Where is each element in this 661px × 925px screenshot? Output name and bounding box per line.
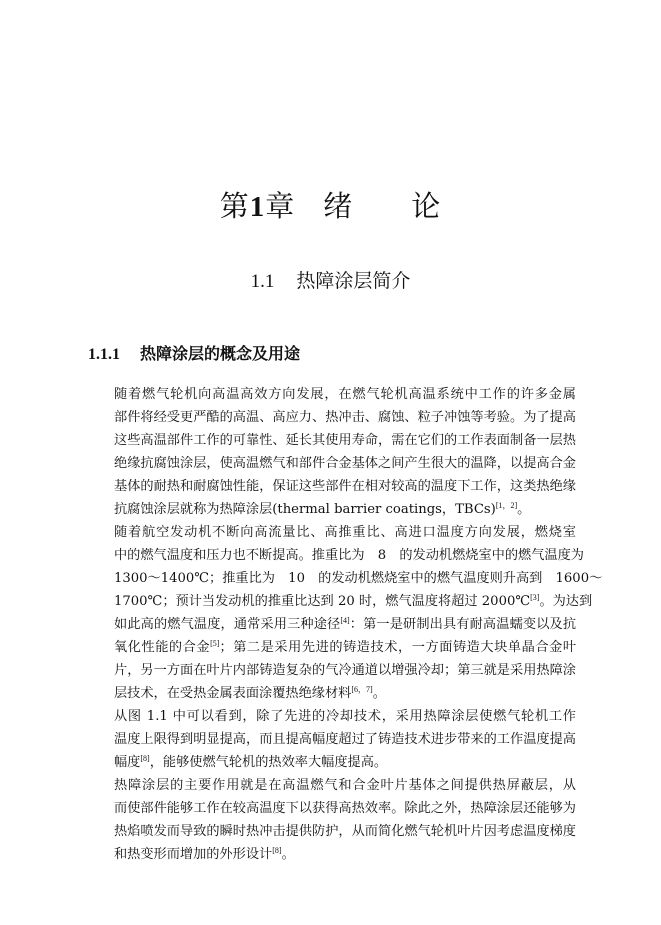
text-segment: 。: [281, 847, 295, 862]
text-line: 这些高温部件工作的可靠性、延长其使用寿命，需在它们的工作表面制备一层热: [114, 433, 576, 448]
chapter-title-first: 绪: [323, 189, 354, 223]
text-segment: ；第二是采用先进的铸造技术，一方面铸造大块单晶合金叶: [219, 640, 577, 655]
text-segment: 层技术，在受热金属表面涂覆热绝缘材料: [114, 686, 352, 701]
section-title: 热障涂层简介: [296, 270, 411, 292]
text-line: 温度上限得到明显提高，而且提高幅度超过了铸造技术进步带来的工作温度提高: [114, 732, 576, 747]
subsection-number: 1.1.1: [88, 346, 120, 363]
text-line: 1300～1400℃；推重比为 10 的发动机燃烧室中的燃气温度则升高到 1600～: [114, 571, 603, 586]
text-line: 基体的耐热和耐腐蚀性能，保证这些部件在相对较高的温度下工作，这类热绝缘: [114, 479, 576, 494]
chapter-prefix: 第: [219, 189, 250, 223]
text-line: [88, 751, 576, 774]
text-line: 部件将经受更严酷的高温、高应力、热冲击、腐蚀、粒子冲蚀等考验。为了提高: [114, 410, 576, 425]
text-segment: ：第一是研制出具有耐高温蠕变以及抗: [349, 617, 577, 632]
paragraph-4: [88, 774, 576, 866]
text-line: 从图 1.1 中可以看到，除了先进的冷却技术，采用热障涂层使燃气轮机工作: [114, 709, 576, 724]
text-segment: 如此高的燃气温度，通常采用三种途径: [114, 617, 341, 632]
subsection-heading: [88, 341, 300, 364]
chapter-suffix: 章: [265, 189, 296, 223]
text-line: 中的燃气温度和压力也不断提高。推重比为 8 的发动机燃烧室中的燃气温度为: [114, 548, 584, 563]
section-number: 1.1: [250, 271, 275, 292]
chapter-number: 1: [249, 191, 266, 223]
text-segment: 和热变形而增加的外形设计: [114, 847, 273, 862]
text-line: [88, 498, 576, 521]
text-segment: 。: [517, 502, 531, 517]
text-line: [88, 682, 576, 705]
text-line: 而使部件能够工作在较高温度下以获得高热效率。除此之外，热障涂层还能够为: [114, 801, 576, 816]
citation-ref: [5]: [210, 639, 220, 648]
text-segment: 1700℃；预计当发动机的推重比达到 20 时，燃气温度将超过 2000℃: [114, 594, 531, 609]
citation-ref: [6，7]: [351, 685, 373, 694]
citation-ref: [8]: [272, 846, 282, 855]
text-segment: 。为达到: [539, 594, 593, 609]
text-line: 片，另一方面在叶片内部铸造复杂的气冷通道以增强冷却；第三就是采用热障涂: [114, 663, 576, 678]
paragraph-2: [88, 521, 603, 705]
section-heading: [0, 266, 661, 293]
text-line: 热障涂层的主要作用就是在高温燃气和合金叶片基体之间提供热屏蔽层，从: [114, 778, 576, 793]
text-line: [88, 613, 576, 636]
paragraph-1: [88, 383, 576, 521]
body-text: [88, 383, 603, 866]
text-segment: 抗腐蚀涂层就称为热障涂层(thermal barrier coatings，TBCs): [114, 502, 496, 517]
text-line: 随着航空发动机不断向高流量比、高推重比、高进口温度方向发展，燃烧室: [114, 525, 576, 540]
subsection-title: 热障涂层的概念及用途: [140, 344, 301, 363]
citation-ref: [4]: [340, 616, 350, 625]
citation-ref: [8]: [140, 754, 150, 763]
chapter-heading: [0, 184, 661, 225]
text-line: [88, 636, 576, 659]
text-line: 绝缘抗腐蚀涂层，使高温燃气和部件合金基体之间产生很大的温降，以提高合金: [114, 456, 576, 471]
chapter-title-second: 论: [411, 189, 442, 223]
text-line: [88, 843, 576, 866]
text-segment: 氧化性能的合金: [114, 640, 211, 655]
text-segment: ，能够使燃气轮机的热效率大幅度提高。: [149, 755, 388, 770]
text-line: [88, 590, 593, 613]
citation-ref: [3]: [530, 593, 540, 602]
paragraph-3: [88, 705, 576, 774]
text-segment: 。: [372, 686, 386, 701]
citation-ref: [1，2]: [495, 501, 518, 510]
text-line: 热焰喷发而导致的瞬时热冲击提供防护，从而简化燃气轮机叶片因考虑温度梯度: [114, 824, 576, 839]
text-segment: 幅度: [114, 755, 141, 770]
text-line: 随着燃气轮机向高温高效方向发展，在燃气轮机高温系统中工作的许多金属: [114, 387, 576, 402]
